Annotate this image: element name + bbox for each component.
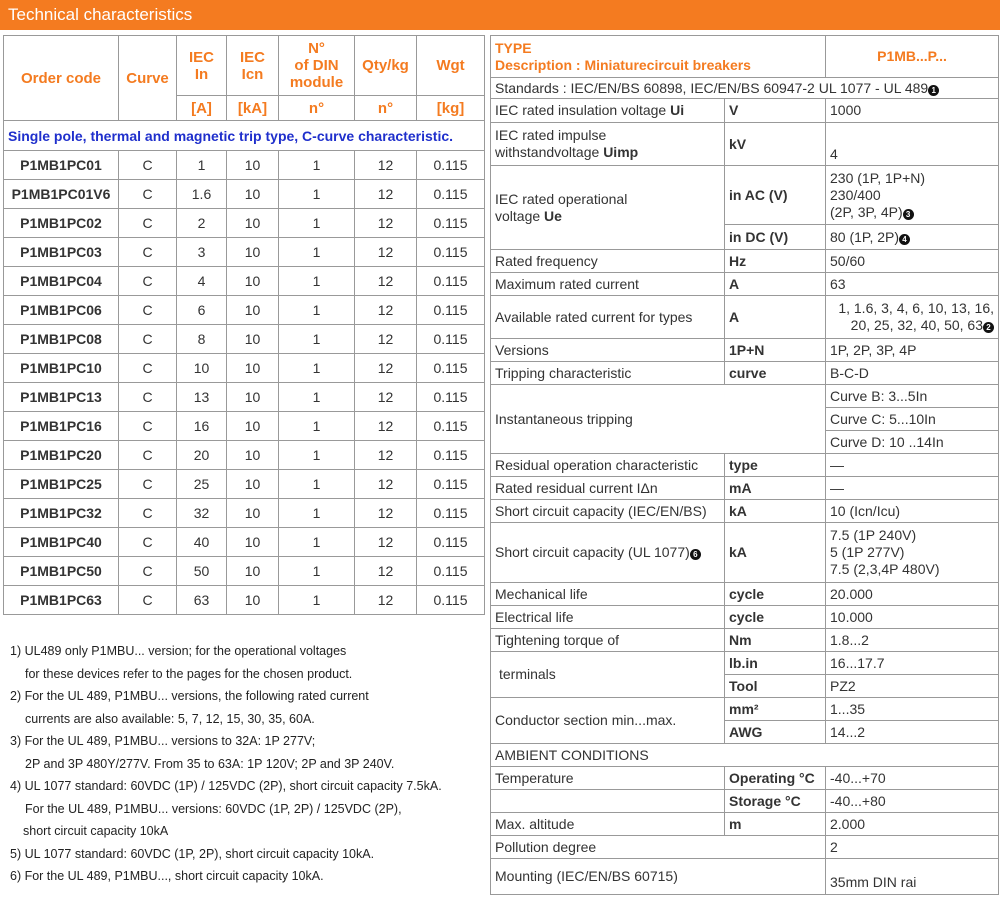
ui-label: IEC rated insulation voltage Ui xyxy=(491,99,725,123)
mech-unit: cycle xyxy=(725,583,826,606)
table-cell: 10 xyxy=(227,412,279,441)
note-2-cont: currents are also available: 5, 7, 12, 15, 30, 35, 60A. xyxy=(25,711,315,726)
mm-value: 1...35 xyxy=(826,698,999,721)
col-din-module: N° of DIN module xyxy=(279,36,355,96)
table-cell: 0.115 xyxy=(417,354,485,383)
table-cell: P1MB1PC04 xyxy=(4,267,119,296)
table-cell: 12 xyxy=(355,499,417,528)
versions-value: 1P, 2P, 3P, 4P xyxy=(826,339,999,362)
cond-label: Conductor section min...max. xyxy=(491,698,725,744)
table-cell: 6 xyxy=(177,296,227,325)
table-cell: 12 xyxy=(355,383,417,412)
table-cell: C xyxy=(119,354,177,383)
ue-dc-value: 80 (1P, 2P) 4 xyxy=(826,225,999,250)
table-cell: 10 xyxy=(227,528,279,557)
table-cell: P1MB1PC40 xyxy=(4,528,119,557)
resid-label: Residual operation characteristic xyxy=(491,454,725,477)
st-value: -40...+80 xyxy=(826,790,999,813)
table-cell: 12 xyxy=(355,586,417,615)
table-cell: 0.115 xyxy=(417,499,485,528)
poll-value: 2 xyxy=(826,836,999,859)
awg-value: 14...2 xyxy=(826,721,999,744)
table-cell: 10 xyxy=(227,151,279,180)
unit-icn: [kA] xyxy=(227,96,279,121)
characteristics-table xyxy=(490,35,999,895)
col-qty: Qty/kg xyxy=(355,36,417,96)
table-cell: 0.115 xyxy=(417,441,485,470)
resid-unit: type xyxy=(725,454,826,477)
ridn-value: — xyxy=(826,477,999,500)
table-cell: C xyxy=(119,586,177,615)
ue-label: IEC rated operational voltage Ue xyxy=(491,166,725,250)
freq-label: Rated frequency xyxy=(491,250,725,273)
table-cell: 10 xyxy=(227,238,279,267)
banner-title: Technical characteristics xyxy=(8,5,193,24)
avail-label: Available rated current for types xyxy=(491,296,725,339)
table-row xyxy=(4,499,485,528)
table-cell: 0.115 xyxy=(417,557,485,586)
table-cell: 20 xyxy=(177,441,227,470)
table-cell: 25 xyxy=(177,470,227,499)
table-cell: P1MB1PC01 xyxy=(4,151,119,180)
table-cell: 12 xyxy=(355,557,417,586)
torque-value: 1.8...2 xyxy=(826,629,999,652)
versions-label: Versions xyxy=(491,339,725,362)
note-5: 5) UL 1077 standard: 60VDC (1P, 2P), short circuit capacity 10kA. xyxy=(10,846,375,861)
table-cell: 3 xyxy=(177,238,227,267)
ue-dc-unit: in DC (V) xyxy=(725,225,826,250)
table-row xyxy=(4,528,485,557)
table-cell: 12 xyxy=(355,325,417,354)
ui-value: 1000 xyxy=(826,99,999,123)
table-cell: 13 xyxy=(177,383,227,412)
table-cell: P1MB1PC03 xyxy=(4,238,119,267)
section-banner xyxy=(0,0,1000,30)
table-cell: 1.6 xyxy=(177,180,227,209)
lbin-value: 16...17.7 xyxy=(826,652,999,675)
table-cell: 50 xyxy=(177,557,227,586)
table-row xyxy=(4,267,485,296)
table-cell: 10 xyxy=(227,499,279,528)
unit-in: [A] xyxy=(177,96,227,121)
table-cell: 1 xyxy=(177,151,227,180)
table-cell: P1MB1PC01V6 xyxy=(4,180,119,209)
table-cell: 4 xyxy=(177,267,227,296)
table-cell: 10 xyxy=(227,354,279,383)
table-cell: 16 xyxy=(177,412,227,441)
type-value: P1MB...P... xyxy=(826,36,999,78)
poll-label: Pollution degree xyxy=(491,836,826,859)
table-cell: 1 xyxy=(279,238,355,267)
table-cell: 0.115 xyxy=(417,151,485,180)
table-cell: P1MB1PC25 xyxy=(4,470,119,499)
table-cell: 10 xyxy=(227,383,279,412)
table-cell: 10 xyxy=(227,557,279,586)
table-cell: P1MB1PC13 xyxy=(4,383,119,412)
footnote-marker-1: 1 xyxy=(928,85,939,96)
table-cell: C xyxy=(119,412,177,441)
elec-value: 10.000 xyxy=(826,606,999,629)
ridn-label: Rated residual current IΔn xyxy=(491,477,725,500)
uimp-unit: kV xyxy=(725,123,826,166)
table-cell: P1MB1PC63 xyxy=(4,586,119,615)
table-cell: 12 xyxy=(355,180,417,209)
tool-unit: Tool xyxy=(725,675,826,698)
table-cell: P1MB1PC16 xyxy=(4,412,119,441)
avail-value: 1, 1.6, 3, 4, 6, 10, 13, 16, 20, 25, 32, 40, 50, 63 2 xyxy=(826,296,999,339)
table-row xyxy=(4,354,485,383)
table-cell: 0.115 xyxy=(417,586,485,615)
col-wgt: Wgt xyxy=(417,36,485,96)
table-cell: 12 xyxy=(355,441,417,470)
table-cell: 12 xyxy=(355,470,417,499)
table-cell: 1 xyxy=(279,296,355,325)
table-cell: 1 xyxy=(279,180,355,209)
table-cell: 63 xyxy=(177,586,227,615)
table-row xyxy=(4,441,485,470)
temp-label: Temperature xyxy=(491,767,725,790)
table-cell: P1MB1PC02 xyxy=(4,209,119,238)
table-cell: P1MB1PC50 xyxy=(4,557,119,586)
table-cell: 10 xyxy=(227,296,279,325)
sc-iec-unit: kA xyxy=(725,500,826,523)
resid-value: — xyxy=(826,454,999,477)
versions-unit: 1P+N xyxy=(725,339,826,362)
table-cell: P1MB1PC08 xyxy=(4,325,119,354)
table-cell: 8 xyxy=(177,325,227,354)
table-cell: 32 xyxy=(177,499,227,528)
elec-unit: cycle xyxy=(725,606,826,629)
note-3-cont: 2P and 3P 480Y/277V. From 35 to 63A: 1P 120V; 2P and 3P 240V. xyxy=(25,756,395,771)
table-cell: 0.115 xyxy=(417,209,485,238)
type-description: TYPE Description : Miniaturecircuit breakers xyxy=(491,36,826,78)
op-unit: Operating °C xyxy=(725,767,826,790)
sc-ul-value: 7.5 (1P 240V) 5 (1P 277V) 7.5 (2,3,4P 480V) xyxy=(826,523,999,583)
table-cell: 0.115 xyxy=(417,383,485,412)
unit-din: n° xyxy=(279,96,355,121)
table-row xyxy=(4,209,485,238)
table-row xyxy=(4,557,485,586)
footnotes xyxy=(10,640,480,888)
table-cell: C xyxy=(119,528,177,557)
table-cell: C xyxy=(119,441,177,470)
table-cell: C xyxy=(119,383,177,412)
table-cell: C xyxy=(119,151,177,180)
mech-value: 20.000 xyxy=(826,583,999,606)
alt-label: Max. altitude xyxy=(491,813,725,836)
table-cell: 2 xyxy=(177,209,227,238)
uimp-value: 4 xyxy=(826,123,999,166)
table-cell: 12 xyxy=(355,528,417,557)
table-cell: 10 xyxy=(227,267,279,296)
table-cell: C xyxy=(119,470,177,499)
table-cell: C xyxy=(119,238,177,267)
inst-c: Curve C: 5...10In xyxy=(826,408,999,431)
ui-unit: V xyxy=(725,99,826,123)
mount-value: 35mm DIN rai xyxy=(826,859,999,895)
table-cell: C xyxy=(119,557,177,586)
table-cell: 12 xyxy=(355,267,417,296)
table-cell: 1 xyxy=(279,383,355,412)
maxcur-label: Maximum rated current xyxy=(491,273,725,296)
table-cell: 1 xyxy=(279,470,355,499)
mm-unit: mm² xyxy=(725,698,826,721)
note-1: 1) UL489 only P1MBU... version; for the operational voltages xyxy=(10,644,347,658)
maxcur-unit: A xyxy=(725,273,826,296)
table-cell: C xyxy=(119,209,177,238)
order-code-table xyxy=(3,35,485,615)
ue-ac-unit: in AC (V) xyxy=(725,166,826,225)
table-cell: 0.115 xyxy=(417,180,485,209)
table-cell: C xyxy=(119,267,177,296)
trip-label: Tripping characteristic xyxy=(491,362,725,385)
terminals-label: terminals xyxy=(491,652,725,698)
note-1-cont: for these devices refer to the pages for the chosen product. xyxy=(25,666,353,681)
ambient-label: AMBIENT CONDITIONS xyxy=(491,744,999,767)
sc-iec-value: 10 (Icn/Icu) xyxy=(826,500,999,523)
table-cell: P1MB1PC06 xyxy=(4,296,119,325)
note-4: 4) UL 1077 standard: 60VDC (1P) / 125VDC (2P), short circuit capacity 7.5kA. xyxy=(10,779,442,793)
table-row xyxy=(4,151,485,180)
table-cell: 10 xyxy=(227,325,279,354)
sc-ul-label: Short circuit capacity (UL 1077) 6 xyxy=(491,523,725,583)
table-cell: P1MB1PC32 xyxy=(4,499,119,528)
table-cell: 10 xyxy=(227,209,279,238)
table-row xyxy=(4,470,485,499)
torque-unit: Nm xyxy=(725,629,826,652)
torque-label: Tightening torque of xyxy=(491,629,725,652)
table-cell: C xyxy=(119,325,177,354)
standards: Standards : IEC/EN/BS 60898, IEC/EN/BS 60947-2 UL 1077 - UL 489 1 xyxy=(491,78,999,99)
table-cell: 1 xyxy=(279,412,355,441)
table-cell: 1 xyxy=(279,354,355,383)
inst-label: Instantaneous tripping xyxy=(491,385,826,454)
table-cell: 0.115 xyxy=(417,296,485,325)
table-cell: 1 xyxy=(279,586,355,615)
table-cell: P1MB1PC10 xyxy=(4,354,119,383)
table-cell: 1 xyxy=(279,528,355,557)
section-title: Single pole, thermal and magnetic trip type, C-curve characteristic. xyxy=(4,121,485,151)
table-cell: 10 xyxy=(227,586,279,615)
footnote-marker-2: 2 xyxy=(983,322,994,333)
op-value: -40...+70 xyxy=(826,767,999,790)
table-cell: 10 xyxy=(177,354,227,383)
sc-iec-label: Short circuit capacity (IEC/EN/BS) xyxy=(491,500,725,523)
footnote-marker-3: 3 xyxy=(903,209,914,220)
mech-label: Mechanical life xyxy=(491,583,725,606)
mount-label: Mounting (IEC/EN/BS 60715) xyxy=(491,859,826,895)
table-cell: 12 xyxy=(355,354,417,383)
lbin-unit: lb.in xyxy=(725,652,826,675)
table-cell: C xyxy=(119,180,177,209)
alt-unit: m xyxy=(725,813,826,836)
table-row xyxy=(4,383,485,412)
table-cell: 12 xyxy=(355,151,417,180)
table-cell: 1 xyxy=(279,209,355,238)
awg-unit: AWG xyxy=(725,721,826,744)
table-row xyxy=(4,296,485,325)
table-cell: 0.115 xyxy=(417,238,485,267)
col-curve: Curve xyxy=(119,36,177,121)
note-6: 6) For the UL 489, P1MBU..., short circuit capacity 10kA. xyxy=(10,869,324,883)
table-row xyxy=(4,586,485,615)
st-unit: Storage °C xyxy=(725,790,826,813)
table-cell: C xyxy=(119,499,177,528)
table-cell: 1 xyxy=(279,441,355,470)
freq-unit: Hz xyxy=(725,250,826,273)
table-cell: 1 xyxy=(279,151,355,180)
sc-ul-unit: kA xyxy=(725,523,826,583)
unit-wgt: [kg] xyxy=(417,96,485,121)
table-cell: 0.115 xyxy=(417,325,485,354)
table-cell: 1 xyxy=(279,267,355,296)
col-iec-in: IEC In xyxy=(177,36,227,96)
note-4-cont2: short circuit capacity 10kA xyxy=(23,824,169,838)
table-cell: 12 xyxy=(355,296,417,325)
table-cell: 0.115 xyxy=(417,470,485,499)
table-row xyxy=(4,180,485,209)
freq-value: 50/60 xyxy=(826,250,999,273)
note-3: 3) For the UL 489, P1MBU... versions to 32A: 1P 277V; xyxy=(10,734,316,748)
footnote-marker-4: 4 xyxy=(899,234,910,245)
note-4-cont: For the UL 489, P1MBU... versions: 60VDC (1P, 2P) / 125VDC (2P), xyxy=(25,801,402,816)
ridn-unit: mA xyxy=(725,477,826,500)
temp-blank xyxy=(491,790,725,813)
table-cell: 12 xyxy=(355,238,417,267)
uimp-label: IEC rated impulse withstandvoltage Uimp xyxy=(491,123,725,166)
table-cell: 12 xyxy=(355,209,417,238)
table-cell: 12 xyxy=(355,412,417,441)
ue-ac-value: 230 (1P, 1P+N) 230/400 (2P, 3P, 4P) 3 xyxy=(826,166,999,225)
maxcur-value: 63 xyxy=(826,273,999,296)
note-2: 2) For the UL 489, P1MBU... versions, the following rated current xyxy=(10,689,369,703)
table-cell: 0.115 xyxy=(417,528,485,557)
table-row xyxy=(4,412,485,441)
table-cell: C xyxy=(119,296,177,325)
table-cell: 0.115 xyxy=(417,267,485,296)
tool-value: PZ2 xyxy=(826,675,999,698)
elec-label: Electrical life xyxy=(491,606,725,629)
table-cell: 10 xyxy=(227,441,279,470)
footnote-marker-6: 6 xyxy=(690,549,701,560)
table-cell: 10 xyxy=(227,180,279,209)
table-row xyxy=(4,238,485,267)
trip-unit: curve xyxy=(725,362,826,385)
table-cell: 1 xyxy=(279,499,355,528)
table-cell: 1 xyxy=(279,325,355,354)
table-cell: 1 xyxy=(279,557,355,586)
inst-b: Curve B: 3...5In xyxy=(826,385,999,408)
table-cell: 0.115 xyxy=(417,412,485,441)
col-iec-icn: IEC Icn xyxy=(227,36,279,96)
table-cell: 40 xyxy=(177,528,227,557)
avail-unit: A xyxy=(725,296,826,339)
inst-d: Curve D: 10 ..14In xyxy=(826,431,999,454)
alt-value: 2.000 xyxy=(826,813,999,836)
col-order-code: Order code xyxy=(4,36,119,121)
trip-value: B-C-D xyxy=(826,362,999,385)
unit-qty: n° xyxy=(355,96,417,121)
table-row xyxy=(4,325,485,354)
table-cell: 10 xyxy=(227,470,279,499)
table-cell: P1MB1PC20 xyxy=(4,441,119,470)
